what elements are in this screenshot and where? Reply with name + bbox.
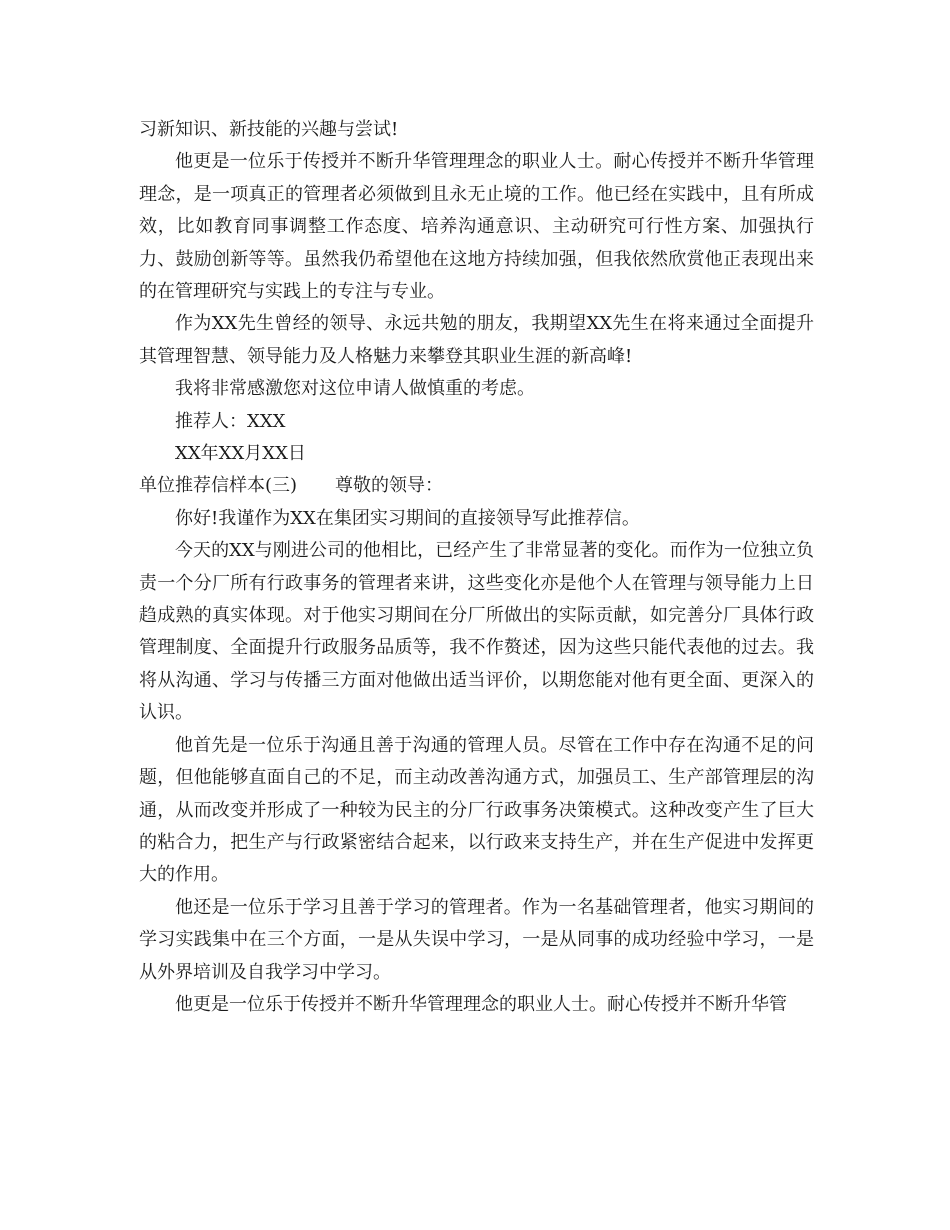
recommender-line: 推荐人：XXX — [175, 410, 286, 432]
paragraph-greeting: 你好!我谨作为XX在集团实习期间的直接领导写此推荐信。 — [175, 507, 640, 529]
salutation: 尊敬的领导： — [335, 475, 444, 497]
paragraph-changes: 今天的XX与刚进公司的他相比，已经产生了非常显著的变化。而作为一位独立负责一个分厂所有行政事务的管理者来讲，这些变化亦是他个人在管理与领导能力上日趋成熟的真实体现。对于他实习期间在分厂所做出的实际贡献，如完善分厂具体行政管理制度、全面提升行政服务品质等，我不作赘述，因为这些只能代表他的过去。我将从沟通、学习与传播三方面对他做出适当评价，以期您能对他有更全面、更深入的认识。 — [139, 540, 814, 724]
paragraph-expectation: 作为XX先生曾经的领导、永远共勉的朋友，我期望XX先生在将来通过全面提升其管理智慧、领导能力及人格魅力来攀登其职业生涯的新高峰! — [139, 313, 814, 367]
paragraph-teaching-truncated: 他更是一位乐于传授并不断升华管理理念的职业人士。耐心传授并不断升华管 — [175, 993, 787, 1015]
date-line: XX年XX月XX日 — [175, 443, 306, 465]
section-title: 单位推荐信样本(三) — [139, 475, 298, 497]
document-page — [139, 114, 814, 1021]
paragraph-management-philosophy: 他更是一位乐于传授并不断升华管理理念的职业人士。耐心传授并不断升华管理理念，是一项真正的管理者必须做到且永无止境的工作。他已经在实践中，且有所成效，比如教育同事调整工作态度、培养沟通意识、主动研究可行性方案、加强执行力、鼓励创新等等。虽然我仍希望他在这地方持续加强，但我依然欣赏他正表现出来的在管理研究与实践上的专注与专业。 — [139, 151, 814, 303]
paragraph-communication: 他首先是一位乐于沟通且善于沟通的管理人员。尽管在工作中存在沟通不足的问题，但他能够直面自己的不足，而主动改善沟通方式，加强员工、生产部管理层的沟通，从而改变并形成了一种较为民主的分厂行政事务决策模式。这种改变产生了巨大的粘合力，把生产与行政紧密结合起来，以行政来支持生产，并在生产促进中发挥更大的作用。 — [139, 734, 814, 886]
carryover-line: 习新知识、新技能的兴趣与尝试! — [139, 119, 399, 140]
paragraph-thanks: 我将非常感激您对这位申请人做慎重的考虑。 — [175, 378, 535, 400]
section-heading-row — [139, 470, 814, 502]
paragraph-learning: 他还是一位乐于学习且善于学习的管理者。作为一名基础管理者，他实习期间的学习实践集中在三个方面，一是从失误中学习，一是从同事的成功经验中学习，一是从外界培训及自我学习中学习。 — [139, 896, 814, 983]
